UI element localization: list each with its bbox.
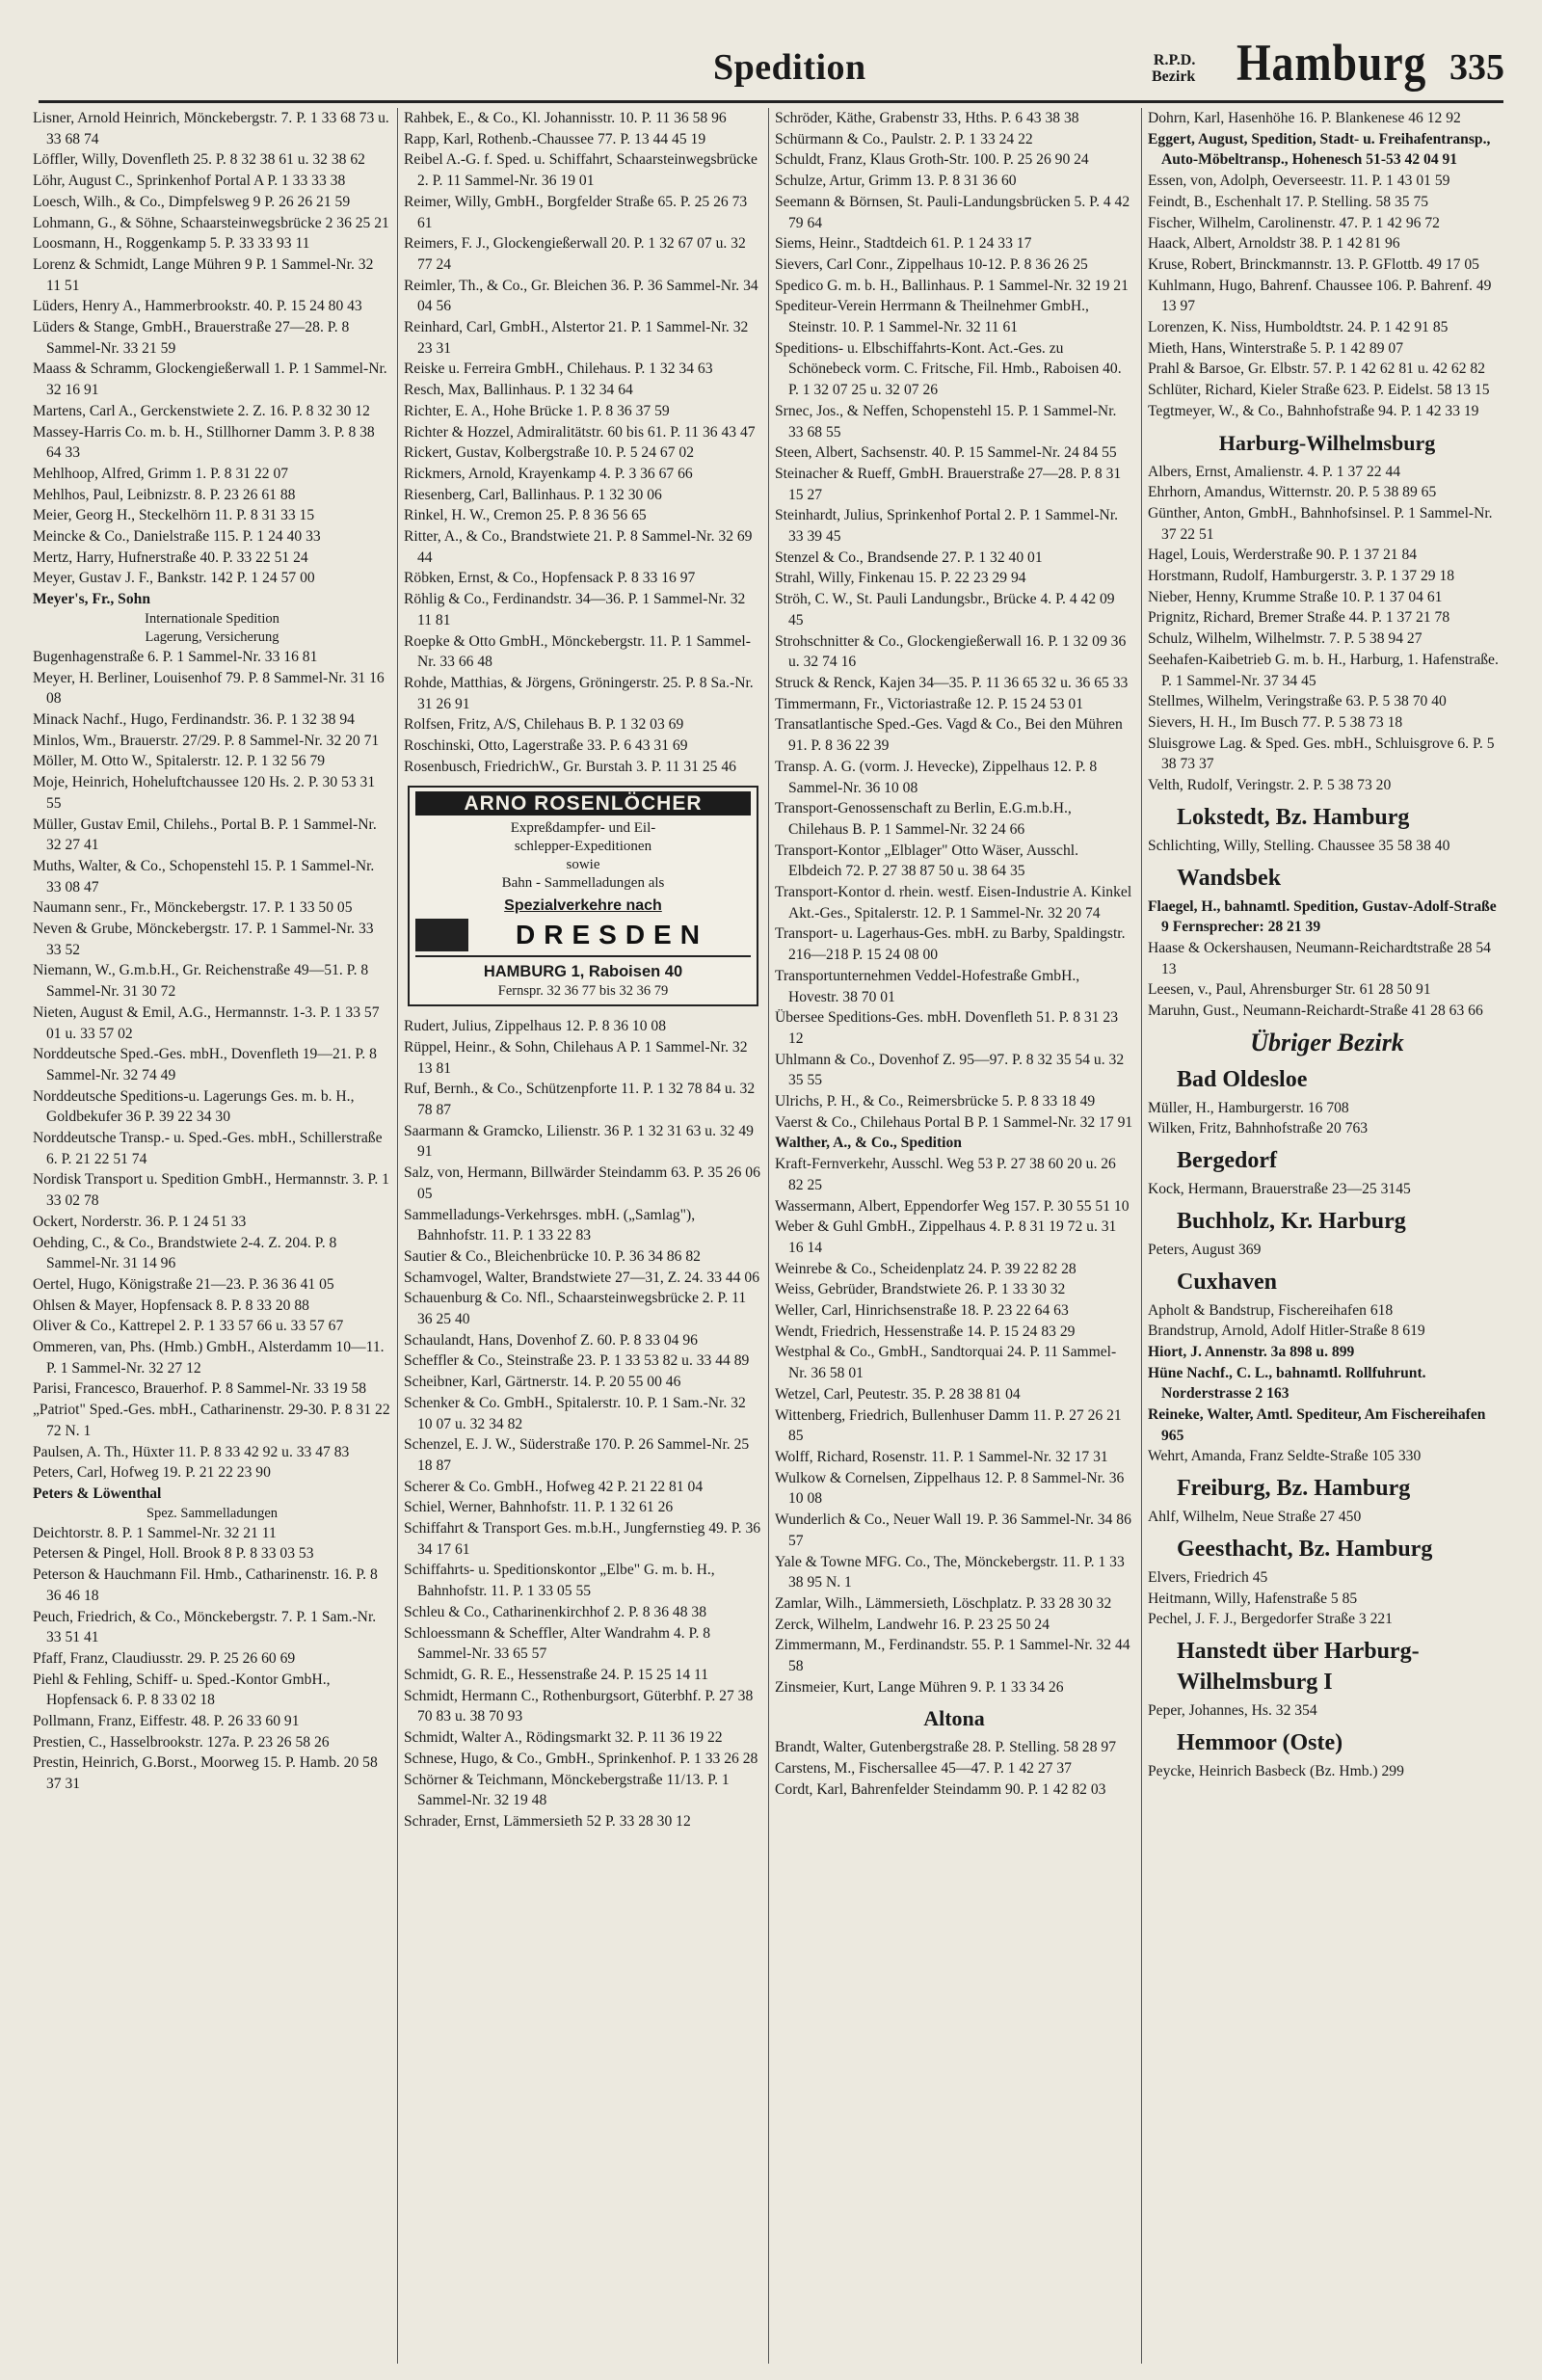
directory-entry: Rickmers, Arnold, Krayenkamp 4. P. 3 36 67 66 — [404, 465, 693, 482]
directory-entry: Sievers, H. H., Im Busch 77. P. 5 38 73 18 — [1148, 713, 1403, 731]
directory-entry: Rolfsen, Fritz, A/S, Chilehaus B. P. 1 32 03 69 — [404, 716, 684, 734]
directory-entry: Schröder, Käthe, Grabenstr 33, Hths. P. 6 43 38 38 — [775, 110, 1079, 126]
directory-entry: Schauenburg & Co. Nfl., Schaarsteinwegsbrücke 2. P. 11 36 25 40 — [404, 1290, 747, 1328]
directory-entry: Nieber, Henny, Krumme Straße 10. P. 1 37 04 61 — [1148, 588, 1443, 605]
directory-entry-featured: Walther, A., & Co., Spedition — [775, 1135, 962, 1152]
section-heading: Lokstedt, Bz. Hamburg — [1177, 804, 1410, 830]
column-2 — [404, 108, 762, 2364]
directory-entry: Yale & Towne MFG. Co., The, Mönckebergstr. 11. P. 1 33 38 95 N. 1 — [775, 1553, 1125, 1591]
directory-entry: Spediteur-Verein Herrmann & Theilnehmer GmbH., Steinstr. 10. P. 1 Sammel-Nr. 32 11 61 — [775, 298, 1089, 336]
directory-entry: Weller, Carl, Hinrichsenstraße 18. P. 23 22 64 63 — [775, 1302, 1069, 1320]
ad-address: HAMBURG 1, Raboisen 40 — [415, 955, 751, 982]
directory-entry: Seehafen-Kaibetrieb G. m. b. H., Harburg, 1. Hafenstraße. P. 1 Sammel-Nr. 37 34 45 — [1148, 651, 1499, 689]
directory-entry: Feindt, B., Eschenhalt 17. P. Stelling. 58 35 75 — [1148, 193, 1429, 210]
directory-entry: Haase & Ockershausen, Neumann-Reichardtstraße 28 54 13 — [1148, 939, 1491, 977]
directory-entry: Oertel, Hugo, Königstraße 21—23. P. 36 36 41 05 — [33, 1275, 334, 1293]
directory-entry: Schenker & Co. GmbH., Spitalerstr. 10. P. 1 Sam.-Nr. 32 10 07 u. 32 34 82 — [404, 1394, 746, 1432]
directory-entry: Röhlig & Co., Ferdinandstr. 34—36. P. 1 Sammel-Nr. 32 11 81 — [404, 591, 746, 628]
column-divider — [768, 108, 769, 2364]
directory-entry: Neven & Grube, Mönckebergstr. 17. P. 1 Sammel-Nr. 33 33 52 — [33, 921, 374, 958]
directory-entry: Schiffahrts- u. Speditionskontor „Elbe" G. m. b. H., Bahnhofstr. 11. P. 1 33 05 55 — [404, 1562, 715, 1600]
directory-entry: Ockert, Norderstr. 36. P. 1 24 51 33 — [33, 1213, 247, 1230]
directory-entry: Zamlar, Wilh., Lämmersieth, Löschplatz. P. 33 28 30 32 — [775, 1594, 1112, 1612]
directory-entry: Brandstrup, Arnold, Adolf Hitler-Straße 8 619 — [1148, 1323, 1425, 1340]
directory-entry: Schulze, Artur, Grimm 13. P. 8 31 36 60 — [775, 173, 1017, 190]
directory-entry: Müller, Gustav Emil, Chilehs., Portal B. P. 1 Sammel-Nr. 32 27 41 — [33, 816, 377, 854]
ad-text-line: schlepper-Expeditionen — [514, 839, 652, 855]
directory-entry: Westphal & Co., GmbH., Sandtorquai 24. P. 11 Sammel-Nr. 36 58 01 — [775, 1344, 1117, 1382]
directory-entry: Schlüter, Richard, Kieler Straße 623. P. Eidelst. 58 13 15 — [1148, 382, 1490, 399]
directory-entry: Bugenhagenstraße 6. P. 1 Sammel-Nr. 33 16 81 — [33, 648, 318, 665]
directory-entry: Wittenberg, Friedrich, Bullenhuser Damm 11. P. 27 26 21 85 — [775, 1406, 1122, 1445]
directory-entry: Röbken, Ernst, & Co., Hopfensack P. 8 33 16 97 — [404, 570, 696, 587]
directory-entry: Rohde, Matthias, & Jörgens, Gröningerstr. 25. P. 8 Sa.-Nr. 31 26 91 — [404, 674, 754, 712]
directory-entry: Dohrn, Karl, Hasenhöhe 16. P. Blankenese 46 12 92 — [1148, 110, 1461, 126]
directory-entry: Muths, Walter, & Co., Schopenstehl 15. P. 1 Sammel-Nr. 33 08 47 — [33, 857, 375, 896]
directory-entry: Ohlsen & Mayer, Hopfensack 8. P. 8 33 20 88 — [33, 1297, 309, 1314]
directory-entry: Parisi, Francesco, Brauerhof. P. 8 Sammel-Nr. 33 19 58 — [33, 1380, 367, 1398]
directory-entry: Cordt, Karl, Bahrenfelder Steindamm 90. P. 1 42 82 03 — [775, 1780, 1106, 1798]
entry-subline: Internationale Spedition — [145, 610, 279, 627]
directory-entry: Reinhard, Carl, GmbH., Alstertor 21. P. 1 Sammel-Nr. 32 23 31 — [404, 319, 749, 357]
directory-entry: Wetzel, Carl, Peutestr. 35. P. 28 38 81 04 — [775, 1385, 1021, 1403]
directory-entry: Peycke, Heinrich Basbeck (Bz. Hmb.) 299 — [1148, 1762, 1404, 1779]
directory-entry: Richter & Hozzel, Admiralitätstr. 60 bis 61. P. 11 36 43 47 — [404, 423, 756, 441]
directory-entry: Schürmann & Co., Paulstr. 2. P. 1 33 24 22 — [775, 130, 1033, 147]
directory-entry-featured: Reineke, Walter, Amtl. Spediteur, Am Fischereihafen 965 — [1148, 1406, 1486, 1444]
directory-entry: Rüppel, Heinr., & Sohn, Chilehaus A P. 1 Sammel-Nr. 32 13 81 — [404, 1038, 748, 1077]
directory-entry: Transport-Kontor d. rhein. westf. Eisen-Industrie A. Kinkel Akt.-Ges., Spitalerstr. 12. P. 1 Sammel-Nr. 32 20 74 — [775, 884, 1132, 922]
directory-entry: Ritter, A., & Co., Brandstwiete 21. P. 8 Sammel-Nr. 32 69 44 — [404, 528, 753, 566]
directory-entry: Schrader, Ernst, Lämmersieth 52 P. 33 28 30 12 — [404, 1812, 691, 1830]
directory-entry: Pechel, J. F. J., Bergedorfer Straße 3 221 — [1148, 1611, 1393, 1628]
directory-entry: Kruse, Robert, Brinckmannstr. 13. P. GFlottb. 49 17 05 — [1148, 255, 1479, 273]
directory-entry: Schörner & Teichmann, Mönckebergstraße 11/13. P. 1 Sammel-Nr. 32 19 48 — [404, 1771, 730, 1809]
directory-entry: Kock, Hermann, Brauerstraße 23—25 3145 — [1148, 1181, 1411, 1198]
entry-subline: Spez. Sammelladungen — [146, 1505, 279, 1521]
directory-entry: Haack, Albert, Arnoldstr 38. P. 1 42 81 96 — [1148, 235, 1400, 253]
column-3 — [775, 108, 1133, 2364]
directory-entry: Schmidt, Hermann C., Rothenburgsort, Güterbhf. P. 27 38 70 83 u. 38 70 93 — [404, 1687, 754, 1725]
directory-entry: Prestin, Heinrich, G.Borst., Moorweg 15. P. Hamb. 20 58 37 31 — [33, 1754, 378, 1793]
directory-entry: Mertz, Harry, Hufnerstraße 40. P. 33 22 51 24 — [33, 548, 308, 566]
directory-entry: Zinsmeier, Kurt, Lange Mühren 9. P. 1 33 34 26 — [775, 1678, 1064, 1696]
directory-entry: Minlos, Wm., Brauerstr. 27/29. P. 8 Sammel-Nr. 32 20 71 — [33, 732, 380, 749]
directory-entry: Transport-Kontor „Elblager" Otto Wäser, Ausschl. Elbdeich 72. P. 27 38 87 50 u. 38 64 35 — [775, 842, 1078, 880]
directory-entry: Srnec, Jos., & Neffen, Schopenstehl 15. P. 1 Sammel-Nr. 33 68 55 — [775, 402, 1117, 441]
directory-entry: Resch, Max, Ballinhaus. P. 1 32 34 64 — [404, 382, 633, 399]
directory-entry: Peterson & Hauchmann Fil. Hmb., Catharinenstr. 16. P. 8 36 46 18 — [33, 1566, 378, 1604]
directory-entry: Weiss, Gebrüder, Brandstwiete 26. P. 1 33 30 32 — [775, 1281, 1066, 1298]
directory-entry: Steinhardt, Julius, Sprinkenhof Portal 2. P. 1 Sammel-Nr. 33 39 45 — [775, 507, 1119, 546]
district-label — [1152, 52, 1195, 85]
ad-company-name: ARNO ROSENLÖCHER — [415, 791, 751, 816]
directory-entry: Übersee Speditions-Ges. mbH. Dovenfleth 51. P. 8 31 23 12 — [775, 1009, 1119, 1047]
directory-entry: Sluisgrowe Lag. & Sped. Ges. mbH., Schluisgrove 6. P. 5 38 73 37 — [1148, 735, 1495, 773]
directory-entry: Moje, Heinrich, Hoheluftchaussee 120 Hs. 2. P. 30 53 31 55 — [33, 774, 376, 812]
directory-entry: Schuldt, Franz, Klaus Groth-Str. 100. P. 25 26 90 24 — [775, 151, 1089, 169]
page-number: 335 — [1449, 47, 1504, 88]
section-heading: Altona — [923, 1706, 985, 1731]
directory-entry: Steen, Albert, Sachsenstr. 40. P. 15 Sammel-Nr. 24 84 55 — [775, 444, 1117, 462]
directory-entry: Niemann, W., G.m.b.H., Gr. Reichenstraße 49—51. P. 8 Sammel-Nr. 31 30 72 — [33, 962, 369, 1001]
directory-entry: Peters, Carl, Hofweg 19. P. 21 22 23 90 — [33, 1464, 271, 1482]
directory-entry: Uhlmann & Co., Dovenhof Z. 95—97. P. 8 32 35 54 u. 32 35 55 — [775, 1051, 1125, 1089]
directory-entry: Ströh, C. W., St. Pauli Landungsbr., Brücke 4. P. 4 42 09 45 — [775, 591, 1115, 628]
directory-entry: Nieten, August & Emil, A.G., Hermannstr. 1-3. P. 1 33 57 01 u. 33 57 02 — [33, 1003, 380, 1042]
directory-entry: Scheffler & Co., Steinstraße 23. P. 1 33 53 82 u. 33 44 89 — [404, 1352, 750, 1370]
directory-entry: Löffler, Willy, Dovenfleth 25. P. 8 32 38 61 u. 32 38 62 — [33, 151, 365, 169]
directory-entry: Piehl & Fehling, Schiff- u. Sped.-Kontor GmbH., Hopfensack 6. P. 8 33 02 18 — [33, 1671, 331, 1709]
directory-entry: Schmidt, G. R. E., Hessenstraße 24. P. 15 25 14 11 — [404, 1667, 709, 1683]
directory-entry: Vaerst & Co., Chilehaus Portal B P. 1 Sammel-Nr. 32 17 91 — [775, 1113, 1133, 1131]
directory-entry: Lüders, Henry A., Hammerbrookstr. 40. P. 15 24 80 43 — [33, 298, 362, 315]
directory-entry-featured: Hüne Nachf., C. L., bahnamtl. Rollfuhrunt. Norderstrasse 2 163 — [1148, 1364, 1426, 1403]
directory-entry: Norddeutsche Sped.-Ges. mbH., Dovenfleth 19—21. P. 8 Sammel-Nr. 32 74 49 — [33, 1046, 377, 1083]
directory-entry: Struck & Renck, Kajen 34—35. P. 11 36 65 32 u. 36 65 33 — [775, 674, 1129, 691]
directory-entry: Deichtorstr. 8. P. 1 Sammel-Nr. 32 21 11 — [33, 1524, 277, 1541]
directory-entry-featured: Peters & Löwenthal — [33, 1485, 162, 1502]
city-name: Hamburg — [1236, 34, 1427, 92]
section-heading: Buchholz, Kr. Harburg — [1177, 1208, 1406, 1234]
directory-entry: Günther, Anton, GmbH., Bahnhofsinsel. P. 1 Sammel-Nr. 37 22 51 — [1148, 504, 1493, 543]
directory-entry: Schaulandt, Hans, Dovenhof Z. 60. P. 8 33 04 96 — [404, 1331, 698, 1349]
directory-entry: Rahbek, E., & Co., Kl. Johannisstr. 10. P. 11 36 58 96 — [404, 110, 727, 126]
directory-entry: Carstens, M., Fischersallee 45—47. P. 1 42 27 37 — [775, 1760, 1072, 1778]
ad-text-line: Expreßdampfer- und Eil- — [510, 820, 656, 837]
directory-entry: Hagel, Louis, Werderstraße 90. P. 1 37 21 84 — [1148, 547, 1418, 564]
directory-entry: Möller, M. Otto W., Spitalerstr. 12. P. 1 32 56 79 — [33, 753, 326, 770]
directory-entry: Maruhn, Gust., Neumann-Reichardt-Straße 41 28 63 66 — [1148, 1003, 1483, 1020]
directory-entry: Peper, Johannes, Hs. 32 354 — [1148, 1701, 1317, 1719]
directory-entry: Sievers, Carl Conr., Zippelhaus 10-12. P. 8 36 26 25 — [775, 255, 1088, 273]
directory-entry: Speditions- u. Elbschiffahrts-Kont. Act.-Ges. zu Schönebeck vorm. C. Fritsche, Fil. Hmb., Raboisen 40. P. 1 32 07 25 u. 32 07 26 — [775, 339, 1122, 399]
directory-entry: Fischer, Wilhelm, Carolinenstr. 47. P. 1 42 96 72 — [1148, 214, 1440, 231]
entry-subline: Lagerung, Versicherung — [145, 628, 279, 645]
directory-entry: Prahl & Barsoe, Gr. Elbstr. 57. P. 1 42 62 81 u. 42 62 82 — [1148, 361, 1485, 378]
directory-entry: Reiske u. Ferreira GmbH., Chilehaus. P. 1 32 34 63 — [404, 361, 713, 378]
section-heading: Harburg-Wilhelmsburg — [1218, 430, 1436, 455]
directory-entry: Schloessmann & Scheffler, Alter Wandrahm 4. P. 8 Sammel-Nr. 33 65 57 — [404, 1624, 711, 1663]
directory-entry: Transp. A. G. (vorm. J. Hevecke), Zippelhaus 12. P. 8 Sammel-Nr. 36 10 08 — [775, 758, 1098, 796]
directory-entry: Leesen, v., Paul, Ahrensburger Str. 61 28 50 91 — [1148, 981, 1431, 999]
directory-entry: Scherer & Co. GmbH., Hofweg 42 P. 21 22 81 04 — [404, 1478, 704, 1495]
directory-entry-featured: Hiort, J. Annenstr. 3a 898 u. 899 — [1148, 1343, 1355, 1360]
directory-entry: Tegtmeyer, W., & Co., Bahnhofstraße 94. P. 1 42 33 19 — [1148, 402, 1479, 419]
directory-entry: Elvers, Friedrich 45 — [1148, 1568, 1268, 1586]
directory-entry: Rudert, Julius, Zippelhaus 12. P. 8 36 10 08 — [404, 1018, 667, 1035]
section-heading: Übriger Bezirk — [1250, 1028, 1404, 1056]
directory-entry: Heitmann, Willy, Hafenstraße 5 85 — [1148, 1590, 1358, 1607]
directory-entry: Velth, Rudolf, Veringstr. 2. P. 5 38 73 20 — [1148, 777, 1392, 794]
directory-entry: Schleu & Co., Catharinenkirchhof 2. P. 8 36 48 38 — [404, 1603, 707, 1620]
advertisement-box — [408, 786, 758, 1007]
directory-entry: Wulkow & Cornelsen, Zippelhaus 12. P. 8 Sammel-Nr. 36 10 08 — [775, 1469, 1125, 1508]
directory-entry: Ahlf, Wilhelm, Neue Straße 27 450 — [1148, 1509, 1362, 1526]
directory-entry: Mieth, Hans, Winterstraße 5. P. 1 42 89 07 — [1148, 339, 1404, 357]
directory-entry: Ehrhorn, Amandus, Witternstr. 20. P. 5 38 89 65 — [1148, 484, 1437, 501]
section-heading: Hemmoor (Oste) — [1177, 1729, 1343, 1755]
column-divider — [397, 108, 398, 2364]
directory-entry: Oliver & Co., Kattrepel 2. P. 1 33 57 66 u. 33 57 67 — [33, 1318, 344, 1335]
directory-entry: Schiffahrt & Transport Ges. m.b.H., Jungfernstieg 49. P. 36 34 17 61 — [404, 1520, 761, 1558]
column-divider — [1141, 108, 1142, 2364]
directory-entry: Schamvogel, Walter, Brandstwiete 27—31, Z. 24. 33 44 06 — [404, 1269, 759, 1286]
section-heading: Bergedorf — [1177, 1148, 1277, 1174]
directory-entry: Peters, August 369 — [1148, 1241, 1262, 1258]
directory-entry: Wolff, Richard, Rosenstr. 11. P. 1 Sammel-Nr. 32 17 31 — [775, 1449, 1108, 1465]
directory-entry: Schlichting, Willy, Stelling. Chaussee 35 58 38 40 — [1148, 837, 1450, 854]
page-title: Spedition — [713, 47, 866, 88]
directory-entry: Peuch, Friedrich, & Co., Mönckebergstr. 7. P. 1 Sam.-Nr. 33 51 41 — [33, 1608, 377, 1646]
directory-entry: Meyer, H. Berliner, Louisenhof 79. P. 8 Sammel-Nr. 31 16 08 — [33, 669, 385, 708]
directory-entry: Schenzel, E. J. W., Süderstraße 170. P. 26 Sammel-Nr. 25 18 87 — [404, 1436, 750, 1474]
section-heading: Freiburg, Bz. Hamburg — [1177, 1476, 1411, 1502]
directory-entry: Oehding, C., & Co., Brandstwiete 2-4. Z. 204. P. 8 Sammel-Nr. 31 14 96 — [33, 1234, 337, 1272]
directory-entry: Sammelladungs-Verkehrsges. mbH. („Samlag"), Bahnhofstr. 11. P. 1 33 22 83 — [404, 1206, 696, 1244]
directory-entry: Albers, Ernst, Amalienstr. 4. P. 1 37 22 44 — [1148, 463, 1401, 480]
directory-entry: Transportunternehmen Veddel-Hofestraße GmbH., Hovestr. 38 70 01 — [775, 967, 1080, 1005]
ad-text-line: sowie — [566, 857, 600, 873]
directory-entry: Norddeutsche Transp.- u. Sped.-Ges. mbH., Schillerstraße 6. P. 21 22 51 74 — [33, 1130, 383, 1167]
directory-entry: Meincke & Co., Danielstraße 115. P. 1 24 40 33 — [33, 528, 321, 546]
directory-entry: Rickert, Gustav, Kolbergstraße 10. P. 5 24 67 02 — [404, 444, 695, 462]
directory-entry-featured: Eggert, August, Spedition, Stadt- u. Freihafentransp., Auto-Möbeltransp., Hohenesch 51-53 42 04 91 — [1148, 130, 1491, 169]
directory-entry: Essen, von, Adolph, Oeverseestr. 11. P. 1 43 01 59 — [1148, 173, 1450, 190]
directory-entry: Roepke & Otto GmbH., Mönckebergstr. 11. P. 1 Sammel-Nr. 33 66 48 — [404, 632, 751, 671]
directory-entry: Rapp, Karl, Rothenb.-Chaussee 77. P. 13 44 45 19 — [404, 130, 706, 147]
directory-entry: Wendt, Friedrich, Hessenstraße 14. P. 15 24 83 29 — [775, 1323, 1076, 1340]
directory-entry: Richter, E. A., Hohe Brücke 1. P. 8 36 37 59 — [404, 402, 670, 419]
directory-entry: Müller, H., Hamburgerstr. 16 708 — [1148, 1099, 1349, 1116]
directory-entry: Transport-Genossenschaft zu Berlin, E.G.m.b.H., Chilehaus B. P. 1 Sammel-Nr. 32 24 66 — [775, 800, 1072, 838]
directory-entry: Lüders & Stange, GmbH., Brauerstraße 27—28. P. 8 Sammel-Nr. 33 21 59 — [33, 319, 350, 357]
directory-entry: Salz, von, Hermann, Billwärder Steindamm 63. P. 35 26 06 05 — [404, 1164, 760, 1202]
section-heading: Geesthacht, Bz. Hamburg — [1177, 1536, 1433, 1562]
directory-entry: Lohmann, G., & Söhne, Schaarsteinwegsbrücke 2 36 25 21 — [33, 214, 389, 231]
directory-entry: Transatlantische Sped.-Ges. Vagd & Co., Bei den Mühren 91. P. 8 36 22 39 — [775, 716, 1123, 755]
directory-entry: Seemann & Börnsen, St. Pauli-Landungsbrücken 5. P. 4 42 79 64 — [775, 193, 1130, 231]
directory-entry: Rosenbusch, FriedrichW., Gr. Burstah 3. P. 11 31 25 46 — [404, 758, 736, 775]
directory-entry: Prestien, C., Hasselbrookstr. 127a. P. 23 26 58 26 — [33, 1733, 330, 1751]
directory-entry: Mehlhoop, Alfred, Grimm 1. P. 8 31 22 07 — [33, 465, 289, 482]
directory-entry: Weber & Guhl GmbH., Zippelhaus 4. P. 8 31 19 72 u. 31 16 14 — [775, 1218, 1117, 1256]
rpd-line: R.P.D. — [1153, 52, 1196, 68]
directory-entry: Roschinski, Otto, Lagerstraße 33. P. 6 43 31 69 — [404, 737, 688, 755]
directory-entry: Saarmann & Gramcko, Lilienstr. 36 P. 1 32 31 63 u. 32 49 91 — [404, 1122, 754, 1161]
directory-entry: Weinrebe & Co., Scheidenplatz 24. P. 39 22 82 28 — [775, 1260, 1077, 1277]
ad-destination-text: DRESDEN — [512, 920, 712, 949]
directory-entry: Ommeren, van, Phs. (Hmb.) GmbH., Alsterdamm 10—11. P. 1 Sammel-Nr. 32 27 12 — [33, 1339, 385, 1377]
directory-entry: Lorenz & Schmidt, Lange Mühren 9 P. 1 Sammel-Nr. 32 11 51 — [33, 255, 374, 294]
directory-entry: Zerck, Wilhelm, Landwehr 16. P. 23 25 50 24 — [775, 1616, 1050, 1633]
directory-entry: Petersen & Pingel, Holl. Brook 8 P. 8 33 03 53 — [33, 1545, 314, 1563]
directory-entry: Reimler, Th., & Co., Gr. Bleichen 36. P. 36 Sammel-Nr. 34 04 56 — [404, 277, 758, 315]
directory-entry: Timmermann, Fr., Victoriastraße 12. P. 15 24 53 01 — [775, 695, 1084, 712]
directory-entry: Prignitz, Richard, Bremer Straße 44. P. 1 37 21 78 — [1148, 609, 1450, 627]
directory-entry: Lisner, Arnold Heinrich, Mönckebergstr. 7. P. 1 33 68 73 u. 33 68 74 — [33, 110, 389, 147]
directory-entry: Norddeutsche Speditions-u. Lagerungs Ges. m. b. H., Goldbekufer 36 P. 39 22 34 30 — [33, 1087, 355, 1126]
directory-entry: Sautier & Co., Bleichenbrücke 10. P. 36 34 86 82 — [404, 1247, 701, 1265]
section-heading: Wandsbek — [1177, 865, 1282, 891]
ad-text-line: Bahn - Sammelladungen als — [501, 875, 665, 892]
directory-entry: Rinkel, H. W., Cremon 25. P. 8 36 56 65 — [404, 507, 647, 524]
section-heading: Hanstedt über Harburg-Wilhelmsburg I — [1177, 1638, 1420, 1695]
section-heading: Cuxhaven — [1177, 1269, 1278, 1295]
directory-entry: Massey-Harris Co. m. b. H., Stillhorner Damm 3. P. 8 38 64 33 — [33, 423, 375, 462]
directory-entry: Riesenberg, Carl, Ballinhaus. P. 1 32 30 06 — [404, 486, 662, 503]
directory-entry: Schnese, Hugo, & Co., GmbH., Sprinkenhof. P. 1 33 26 28 — [404, 1750, 758, 1767]
directory-entry: Steinacher & Rueff, GmbH. Brauerstraße 27—28. P. 8 31 15 27 — [775, 465, 1122, 503]
directory-entry: Schmidt, Walter A., Rödingsmarkt 32. P. 11 36 19 22 — [404, 1729, 723, 1747]
directory-entry: Horstmann, Rudolf, Hamburgerstr. 3. P. 1 37 29 18 — [1148, 568, 1455, 585]
directory-entry: Wassermann, Albert, Eppendorfer Weg 157. P. 30 55 51 10 — [775, 1197, 1130, 1215]
directory-entry: Zimmermann, M., Ferdinandstr. 55. P. 1 Sammel-Nr. 32 44 58 — [775, 1637, 1130, 1675]
directory-entry: Wilken, Fritz, Bahnhofstraße 20 763 — [1148, 1120, 1369, 1137]
directory-entry: Brandt, Walter, Gutenbergstraße 28. P. Stelling. 58 28 97 — [775, 1739, 1116, 1756]
directory-entry: Stenzel & Co., Brandsende 27. P. 1 32 40 01 — [775, 548, 1043, 566]
directory-entry: Nordisk Transport u. Spedition GmbH., Hermannstr. 3. P. 1 33 02 78 — [33, 1171, 389, 1210]
directory-entry: Stellmes, Wilhelm, Veringstraße 63. P. 5 38 70 40 — [1148, 693, 1447, 710]
column-1 — [33, 108, 391, 2364]
directory-entry: Spedico G. m. b. H., Ballinhaus. P. 1 Sammel-Nr. 32 19 21 — [775, 277, 1129, 294]
directory-entry: Loesch, Wilh., & Co., Dimpfelsweg 9 P. 26 26 21 59 — [33, 193, 351, 210]
directory-entry: Wunderlich & Co., Neuer Wall 19. P. 36 Sammel-Nr. 34 86 57 — [775, 1511, 1131, 1549]
bezirk-line: Bezirk — [1152, 68, 1196, 85]
directory-entry: Minack Nachf., Hugo, Ferdinandstr. 36. P. 1 32 38 94 — [33, 710, 355, 728]
ad-phone: Fernspr. 32 36 77 bis 32 36 79 — [497, 983, 669, 1000]
directory-entry: Reimers, F. J., Glockengießerwall 20. P. 1 32 67 07 u. 32 77 24 — [404, 235, 746, 273]
directory-entry: Reimer, Willy, GmbH., Borgfelder Straße 65. P. 25 26 73 61 — [404, 193, 748, 231]
directory-entry: Mehlhos, Paul, Leibnizstr. 8. P. 23 26 61 88 — [33, 486, 296, 503]
directory-entry: Loosmann, H., Roggenkamp 5. P. 33 33 93 11 — [33, 235, 310, 253]
directory-entry: Scheibner, Karl, Gärtnerstr. 14. P. 20 55 00 46 — [404, 1374, 681, 1391]
directory-entry: Pfaff, Franz, Claudiusstr. 29. P. 25 26 60 69 — [33, 1649, 296, 1667]
directory-entry: Siems, Heinr., Stadtdeich 61. P. 1 24 33 17 — [775, 235, 1032, 253]
header-rule — [39, 100, 1503, 103]
ad-special-line: Spezialverkehre nach — [504, 897, 662, 915]
directory-entry: Wehrt, Amanda, Franz Seldte-Straße 105 330 — [1148, 1448, 1422, 1465]
column-4 — [1148, 108, 1506, 2364]
directory-entry-featured: Flaegel, H., bahnamtl. Spedition, Gustav-Adolf-Straße 9 Fernsprecher: 28 21 39 — [1148, 897, 1497, 936]
directory-entry: Ulrichs, P. H., & Co., Reimersbrücke 5. P. 8 33 18 49 — [775, 1093, 1096, 1110]
directory-entry: Ruf, Bernh., & Co., Schützenpforte 11. P. 1 32 78 84 u. 32 78 87 — [404, 1081, 756, 1119]
directory-columns — [33, 108, 1509, 2364]
directory-entry: Lorenzen, K. Niss, Humboldtstr. 24. P. 1 42 91 85 — [1148, 319, 1449, 336]
directory-entry: Schiel, Werner, Bahnhofstr. 11. P. 1 32 61 26 — [404, 1499, 674, 1516]
directory-entry: Martens, Carl A., Gerckenstwiete 2. Z. 16. P. 8 32 30 12 — [33, 402, 370, 419]
directory-entry: Strohschnitter & Co., Glockengießerwall 16. P. 1 32 09 36 u. 32 74 16 — [775, 632, 1127, 671]
directory-entry: Apholt & Bandstrup, Fischereihafen 618 — [1148, 1301, 1394, 1319]
directory-entry-featured: Meyer's, Fr., Sohn — [33, 591, 151, 608]
directory-entry: Maass & Schramm, Glockengießerwall 1. P. 1 Sammel-Nr. 32 16 91 — [33, 361, 387, 399]
page-header — [39, 21, 1503, 96]
directory-entry: Reibel A.-G. f. Sped. u. Schiffahrt, Schaarsteinwegsbrücke 2. P. 11 Sammel-Nr. 36 19 01 — [404, 151, 758, 190]
directory-entry: Schulz, Wilhelm, Wilhelmstr. 7. P. 5 38 94 27 — [1148, 630, 1422, 648]
ad-destination — [415, 919, 751, 951]
directory-entry: Strahl, Willy, Finkenau 15. P. 22 23 29 94 — [775, 570, 1026, 587]
directory-entry: Naumann senr., Fr., Mönckebergstr. 17. P. 1 33 50 05 — [33, 899, 353, 917]
directory-entry: Meier, Georg H., Steckelhörn 11. P. 8 31 33 15 — [33, 507, 315, 524]
directory-entry: Meyer, Gustav J. F., Bankstr. 142 P. 1 24 57 00 — [33, 570, 315, 587]
directory-entry: „Patriot" Sped.-Ges. mbH., Catharinenstr. 29-30. P. 8 31 22 72 N. 1 — [33, 1402, 390, 1439]
directory-entry: Kraft-Fernverkehr, Ausschl. Weg 53 P. 27 38 60 20 u. 26 82 25 — [775, 1156, 1116, 1193]
directory-entry: Transport- u. Lagerhaus-Ges. mbH. zu Barby, Spaldingstr. 216—218 P. 15 24 08 00 — [775, 925, 1126, 964]
section-heading: Bad Oldesloe — [1177, 1066, 1308, 1092]
directory-entry: Löhr, August C., Sprinkenhof Portal A P. 1 33 33 38 — [33, 173, 346, 190]
directory-entry: Kuhlmann, Hugo, Bahrenf. Chaussee 106. P. Bahrenf. 49 13 97 — [1148, 277, 1492, 315]
directory-entry: Pollmann, Franz, Eiffestr. 48. P. 26 33 60 91 — [33, 1713, 300, 1730]
directory-entry: Paulsen, A. Th., Hüxter 11. P. 8 33 42 92 u. 33 47 83 — [33, 1443, 350, 1460]
